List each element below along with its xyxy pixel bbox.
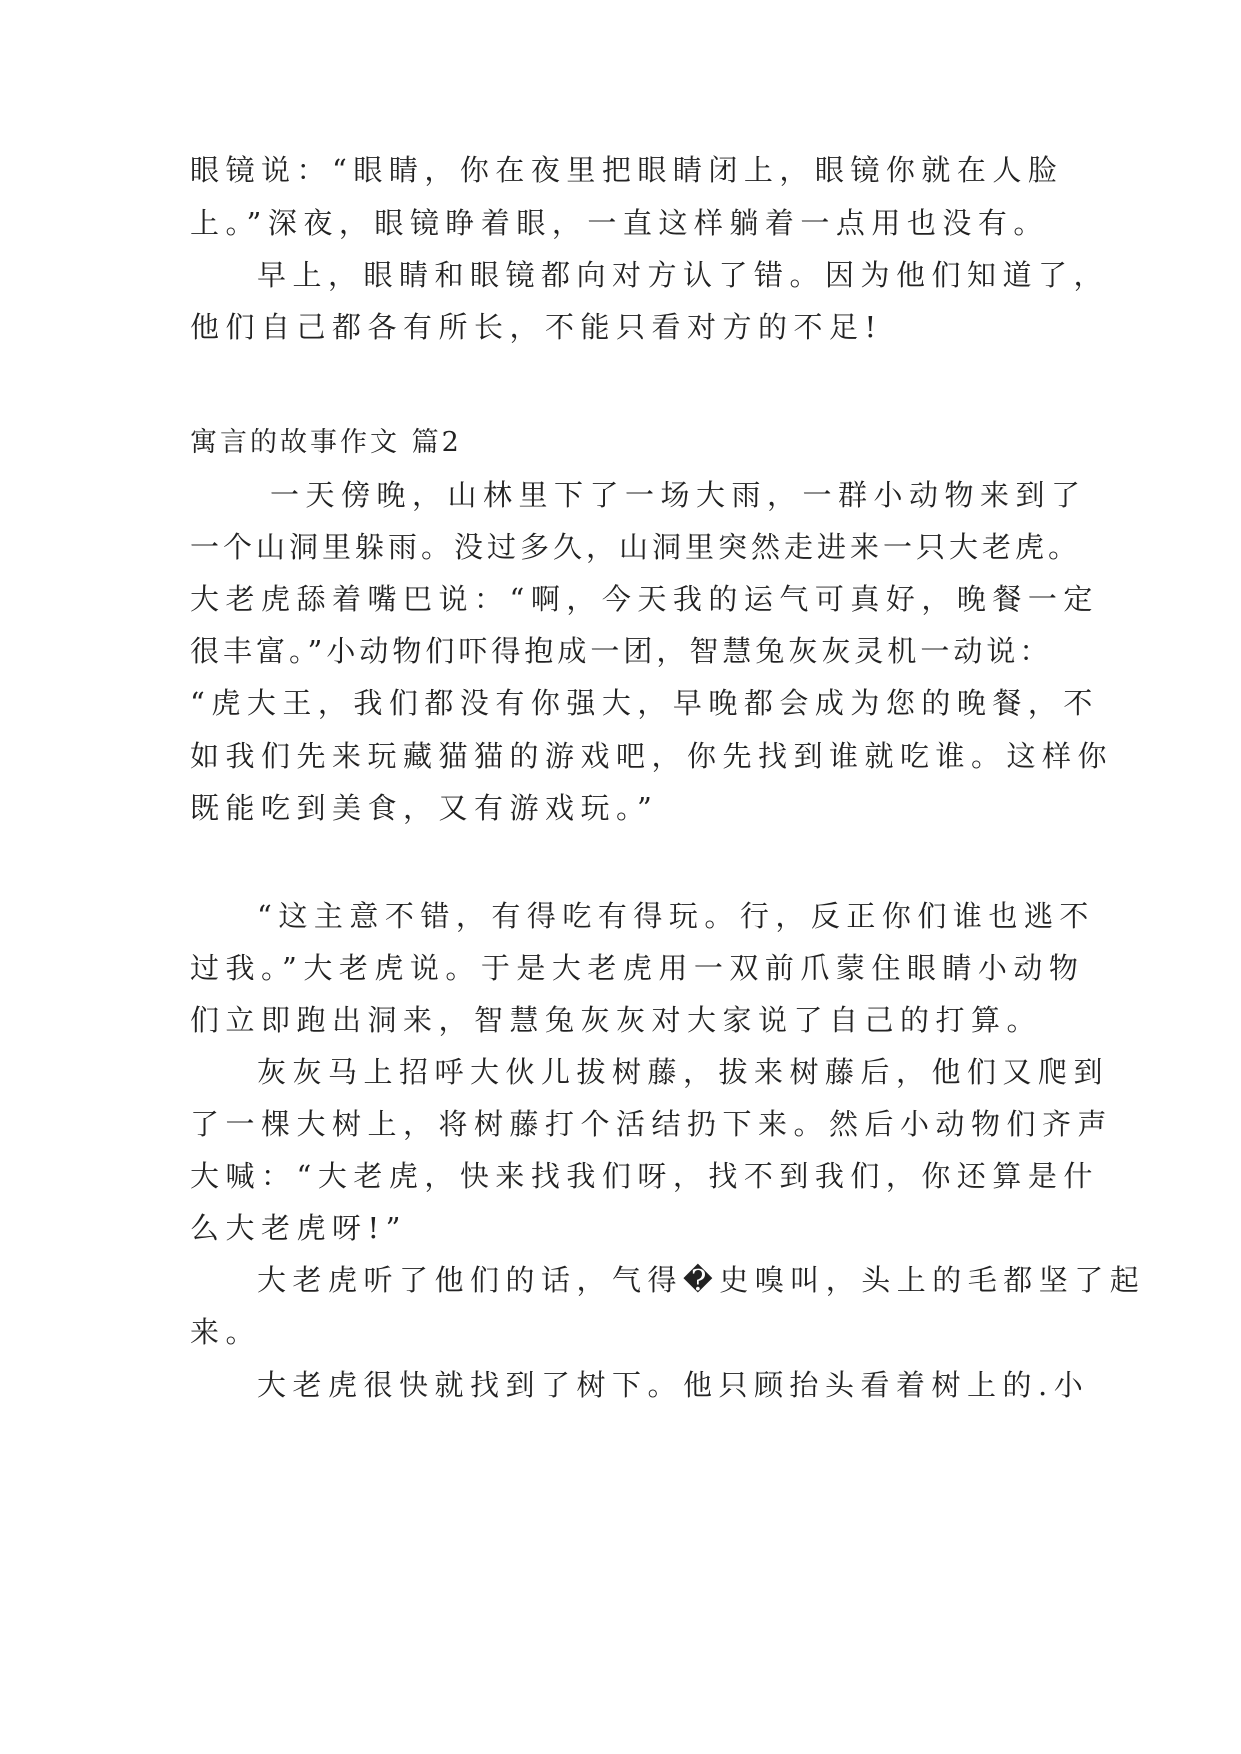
paragraph-line: 灰灰马上招呼大伙儿拔树藤，拔来树藤后，他们又爬到 [257, 1055, 1110, 1089]
paragraph-line: 如我们先来玩藏猫猫的游戏吧，你先找到谁就吃谁。这样你 [190, 739, 1114, 773]
paragraph-line: 一个山洞里躲雨。没过多久，山洞里突然走进来一只大老虎。 [190, 530, 1082, 564]
section-title: 寓言的故事作文 篇2 [190, 427, 462, 458]
paragraph-line: 们立即跑出洞来，智慧兔灰灰对大家说了自己的打算。 [190, 1003, 1043, 1037]
paragraph-line: 了一棵大树上，将树藤打个活结扔下来。然后小动物们齐声 [190, 1107, 1114, 1141]
paragraph-line: 既能吃到美食，又有游戏玩。” [190, 791, 659, 825]
paragraph-line: 大老虎听了他们的话，气得�史嗅叫，头上的毛都坚了起 [257, 1263, 1146, 1297]
paragraph-line: “这主意不错，有得吃有得玩。行，反正你们谁也逃不 [257, 899, 1095, 933]
paragraph-line: 来。 [190, 1315, 262, 1349]
paragraph-line: 过我。”大老虎说。于是大老虎用一双前爪蒙住眼睛小动物 [190, 951, 1085, 985]
paragraph-line: 一天傍晚，山林里下了一场大雨，一群小动物来到了 [270, 478, 1087, 512]
paragraph-line: 大老虎舔着嘴巴说：“啊，今天我的运气可真好，晚餐一定 [190, 582, 1099, 616]
paragraph-line: 大喊：“大老虎，快来找我们呀，找不到我们，你还算是什 [190, 1159, 1099, 1193]
paragraph-line: 早上，眼睛和眼镜都向对方认了错。因为他们知道了， [257, 258, 1110, 292]
paragraph-line: 上。”深夜，眼镜睁着眼，一直这样躺着一点用也没有。 [190, 206, 1049, 240]
paragraph-line: “虎大王，我们都没有你强大，早晚都会成为您的晚餐，不 [190, 686, 1099, 720]
paragraph-line: 么大老虎呀!” [190, 1211, 407, 1245]
paragraph-line: 大老虎很快就找到了树下。他只顾抬头看着树上的.小 [257, 1368, 1090, 1402]
paragraph-line: 眼镜说：“眼睛，你在夜里把眼睛闭上，眼镜你就在人脸 [190, 153, 1064, 187]
paragraph-line: 他们自己都各有所长，不能只看对方的不足! [190, 310, 883, 344]
paragraph-line: 很丰富。”小动物们吓得抱成一团，智慧兔灰灰灵机一动说： [190, 634, 1053, 668]
